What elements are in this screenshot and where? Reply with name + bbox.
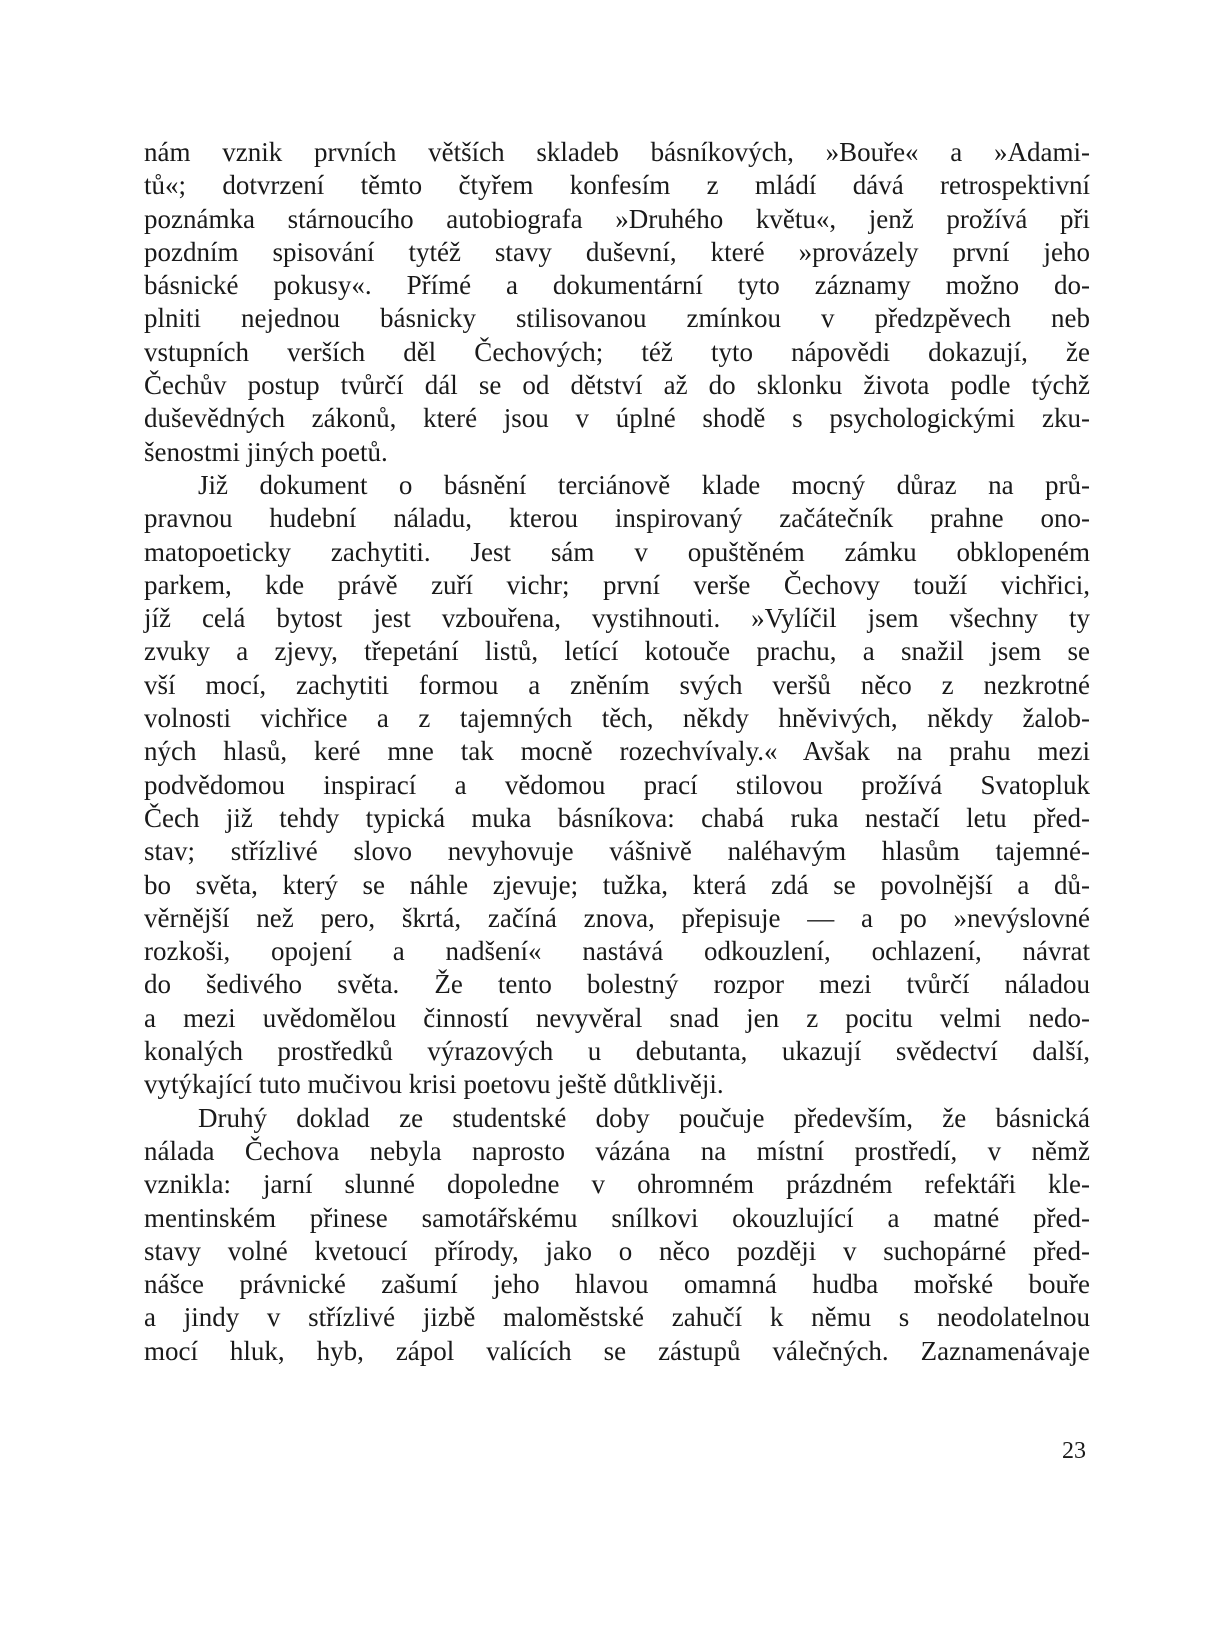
- text-line: vstupních verších děl Čechových; též tyto nápovědi dokazují, že: [144, 336, 1090, 367]
- text-line: šenostmi jiných poetů.: [144, 436, 388, 467]
- text-line: a mezi uvědomělou činností nevyvěral snad jen z pocitu velmi nedo-: [144, 1002, 1090, 1033]
- text-line: parkem, kde právě zuří vichr; první verše Čechovy touží vichřici,: [144, 569, 1090, 600]
- text-line: nálada Čechova nebyla naprosto vázána na místní prostředí, v němž: [144, 1135, 1090, 1166]
- text-line: pravnou hudební náladu, kterou inspirovaný začátečník prahne ono-: [144, 503, 1090, 534]
- text-line: mentinském přinese samotářskému snílkovi okouzlující a matné před-: [144, 1202, 1090, 1233]
- text-line: Čech již tehdy typická muka básníkova: chabá ruka nestačí letu před-: [144, 802, 1090, 833]
- text-line: vytýkající tuto mučivou krisi poetovu ještě důtklivěji.: [144, 1069, 724, 1100]
- text-line: stav; střízlivé slovo nevyhovuje vášnivě naléhavým hlasům tajemné-: [144, 836, 1090, 867]
- body-text: [144, 136, 1090, 1368]
- text-line: nášce právnické zašumí jeho hlavou omamná hudba mořské bouře: [144, 1269, 1090, 1300]
- text-line: do šedivého světa. Že tento bolestný rozpor mezi tvůrčí náladou: [144, 969, 1090, 1000]
- text-line: nám vznik prvních větších skladeb básníkových, »Bouře« a »Adami-: [144, 137, 1090, 167]
- text-line: ných hlasů, keré mne tak mocně rozechvívaly.« Avšak na prahu mezi: [144, 736, 1090, 767]
- text-line: plniti nejednou básnicky stilisovanou zmínkou v předzpěvech neb: [144, 303, 1090, 334]
- text-line: matopoeticky zachytiti. Jest sám v opuštěném zámku obklopeném: [144, 536, 1090, 567]
- text-line: mocí hluk, hyb, zápol valících se zástupů válečných. Zaznamenávaje: [144, 1335, 1090, 1366]
- text-line: Čechův postup tvůrčí dál se od dětství až do sklonku života podle týchž: [144, 370, 1090, 401]
- text-line: vznikla: jarní slunné dopoledne v ohromném prázdném refektáři kle-: [144, 1169, 1090, 1200]
- text-line: tů«; dotvrzení těmto čtyřem konfesím z mládí dává retrospektivní: [144, 170, 1090, 201]
- text-line: rozkoši, opojení a nadšení« nastává odkouzlení, ochlazení, návrat: [144, 936, 1090, 967]
- text-line: vší mocí, zachytiti formou a zněním svých veršů něco z nezkrotné: [144, 669, 1090, 700]
- text-line: Již dokument o básnění terciánově klade mocný důraz na prů-: [198, 469, 1090, 500]
- text-line: a jindy v střízlivé jizbě maloměstské zahučí k němu s neodolatelnou: [144, 1302, 1090, 1333]
- paragraph-2: [144, 469, 1090, 1102]
- paragraph-3: [144, 1102, 1090, 1368]
- text-line: duševědných zákonů, které jsou v úplné shodě s psychologickými zku-: [144, 403, 1090, 434]
- text-line: poznámka stárnoucího autobiografa »Druhého květu«, jenž prožívá při: [144, 203, 1090, 234]
- text-line: pozdním spisování tytéž stavy duševní, které »provázely první jeho: [144, 236, 1090, 267]
- text-line: volnosti vichřice a z tajemných těch, někdy hněvivých, někdy žalob-: [144, 703, 1090, 734]
- text-line: básnické pokusy«. Přímé a dokumentární tyto záznamy možno do-: [144, 270, 1090, 301]
- text-line: zvuky a zjevy, třepetání listů, letící kotouče prachu, a snažil jsem se: [144, 636, 1090, 667]
- text-line: stavy volné kvetoucí přírody, jako o něco později v suchopárné před-: [144, 1235, 1090, 1266]
- text-line: Druhý doklad ze studentské doby poučuje především, že básnická: [198, 1102, 1090, 1133]
- text-line: věrnější než pero, škrtá, začíná znova, přepisuje — a po »nevýslovné: [144, 902, 1090, 933]
- text-line: konalých prostředků výrazových u debutanta, ukazují svědectví další,: [144, 1036, 1090, 1067]
- text-line: bo světa, který se náhle zjevuje; tužka, která zdá se povolnější a dů-: [144, 869, 1090, 900]
- page-number: 23: [1062, 1438, 1086, 1464]
- text-line: jíž celá bytost jest vzbouřena, vystihnouti. »Vylíčil jsem všechny ty: [144, 603, 1090, 634]
- text-line: podvědomou inspirací a vědomou prací stilovou prožívá Svatopluk: [144, 769, 1090, 800]
- paragraph-1: [144, 136, 1090, 469]
